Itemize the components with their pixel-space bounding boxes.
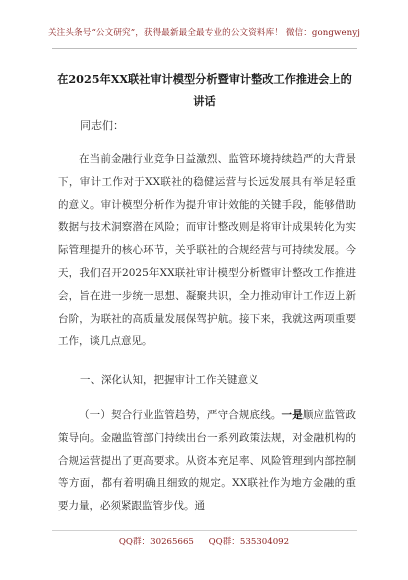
subsection-prefix: （一）契合行业监管趋势，严守合规底线。: [79, 409, 282, 421]
subsection-text: 顺应监管政策导向。金融监管部门持续出台一系列政策法规，对金融机构的合规运营提出了更高要求。从资本充足率、风险管理到内部控制等方面，都有着明确且细致的规定。XX联社作为地方金融的重要力量，必须紧跟监管步伐。通: [58, 409, 357, 513]
subsection-bold-lead: 一是: [281, 409, 303, 421]
header-banner: 关注头条号“公文研究”，获得最新最全最专业的公文资料库！ 微信：gongwenyj: [47, 28, 361, 38]
footer-banner: [0, 536, 408, 548]
footer-qq-group-1: QQ群：30265665: [118, 537, 194, 547]
intro-paragraph: 在当前金融行业竞争日益激烈、监管环境持续趋严的大背景下，审计工作对于XX联社的稳健运营与长远发展具有举足轻重的意义。审计模型分析作为提升审计效能的关键手段，能够借助数据与技术洞察潜在风险；而审计整改则是将审计成果转化为实际管理提升的核心环节，关乎联社的合规经营与可持续发展。今天，我们召开2025年XX联社审计模型分析暨审计整改工作推进会，旨在进一步统一思想、凝聚共识，全力推动审计工作迈上新台阶，为联社的高质量发展保驾护航。接下来，我就这两项重要工作，谈几点意见。: [58, 153, 356, 348]
subsection-paragraph: [58, 404, 356, 518]
salutation: 同志们：: [80, 119, 124, 132]
document-title: 在2025年XX联社审计模型分析暨审计整改工作推进会上的讲话: [57, 72, 352, 108]
footer-divider: [52, 530, 357, 531]
section-heading: 一、深化认知，把握审计工作关键意义: [80, 374, 259, 386]
footer-qq-group-2: QQ群：535304092: [208, 537, 290, 547]
header-divider: [52, 48, 357, 49]
